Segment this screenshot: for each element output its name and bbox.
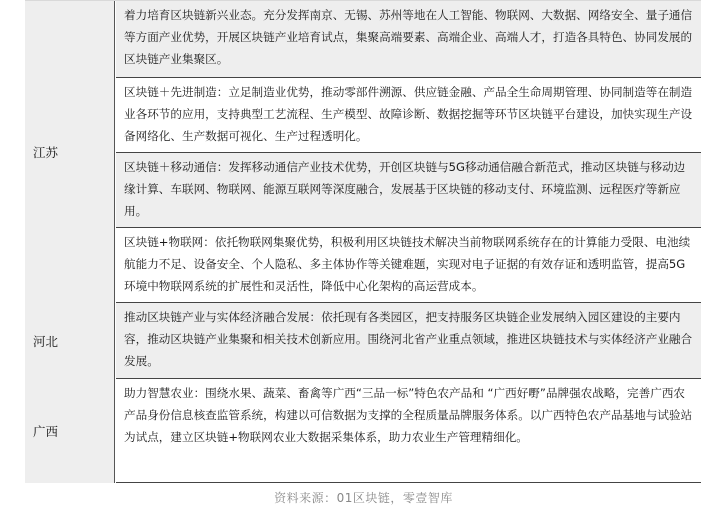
source-caption: 资料来源：01区块链，零壹智库: [274, 491, 453, 505]
content-cell: 着力培育区块链新兴业态。充分发挥南京、无锡、苏州等地在人工智能、物联网、大数据、网络安全、量子通信等方面产业优势，开展区块链产业培育试点，集聚高端要素、高端企业、高端人才，打造各具特色、协同发展的区块链产业集聚区。: [116, 1, 701, 78]
content-cell: 助力智慧农业：围绕水果、蔬菜、畜禽等广西“三品一标”特色农产品和 “广西好嘢”品牌强农战略，完善广西农产品身份信息核查监管系统，构建以可信数据为支撑的全程质量品牌服务体系。以广西特色农产品基地与试验站为试点，建立区块链+物联网农业大数据采集体系，助力农业生产管理精细化。: [116, 379, 701, 483]
content-cell: 区块链＋移动通信：发挥移动通信产业技术优势，开创区块链与5G移动通信融合新范式，推动区块链与移动边缘计算、车联网、物联网、能源互联网等深度融合，发展基于区块链的移动支付、环境监测、远程医疗等新应用。: [116, 153, 701, 228]
content-cell: 推动区块链产业与实体经济融合发展：依托现有各类园区，把支持服务区块链企业发展纳入园区建设的主要内容，推动区块链产业集聚和相关技术创新应用。围绕河北省产业重点领域，推进区块链技术与实体经济产业融合发展。: [116, 303, 701, 379]
content-cell: 区块链＋先进制造：立足制造业优势，推动零部件溯源、供应链金融、产品全生命周期管理、协同制造等在制造业各环节的应用，支持典型工艺流程、生产模型、故障诊断、数据挖掘等环节区块链平台建设，加快实现生产设备网络化、生产数据可视化、生产过程透明化。: [116, 78, 701, 153]
region-cell-hebei: 河北: [25, 303, 115, 379]
policy-table: [25, 0, 701, 483]
row-group-hebei: [25, 303, 701, 379]
region-cell-jiangsu: 江苏: [25, 1, 115, 303]
row-group-guangxi: [25, 379, 701, 483]
row-group-jiangsu: [25, 1, 701, 303]
region-cell-guangxi: 广西: [25, 379, 115, 483]
content-cell: 区块链+物联网：依托物联网集聚优势，积极利用区块链技术解决当前物联网系统存在的计算能力受限、电池续航能力不足、设备安全、个人隐私、多主体协作等关键难题，实现对电子证据的有效存证和透明监管，提高5G环境中物联网系统的扩展性和灵活性，降低中心化架构的高运营成本。: [116, 228, 701, 303]
